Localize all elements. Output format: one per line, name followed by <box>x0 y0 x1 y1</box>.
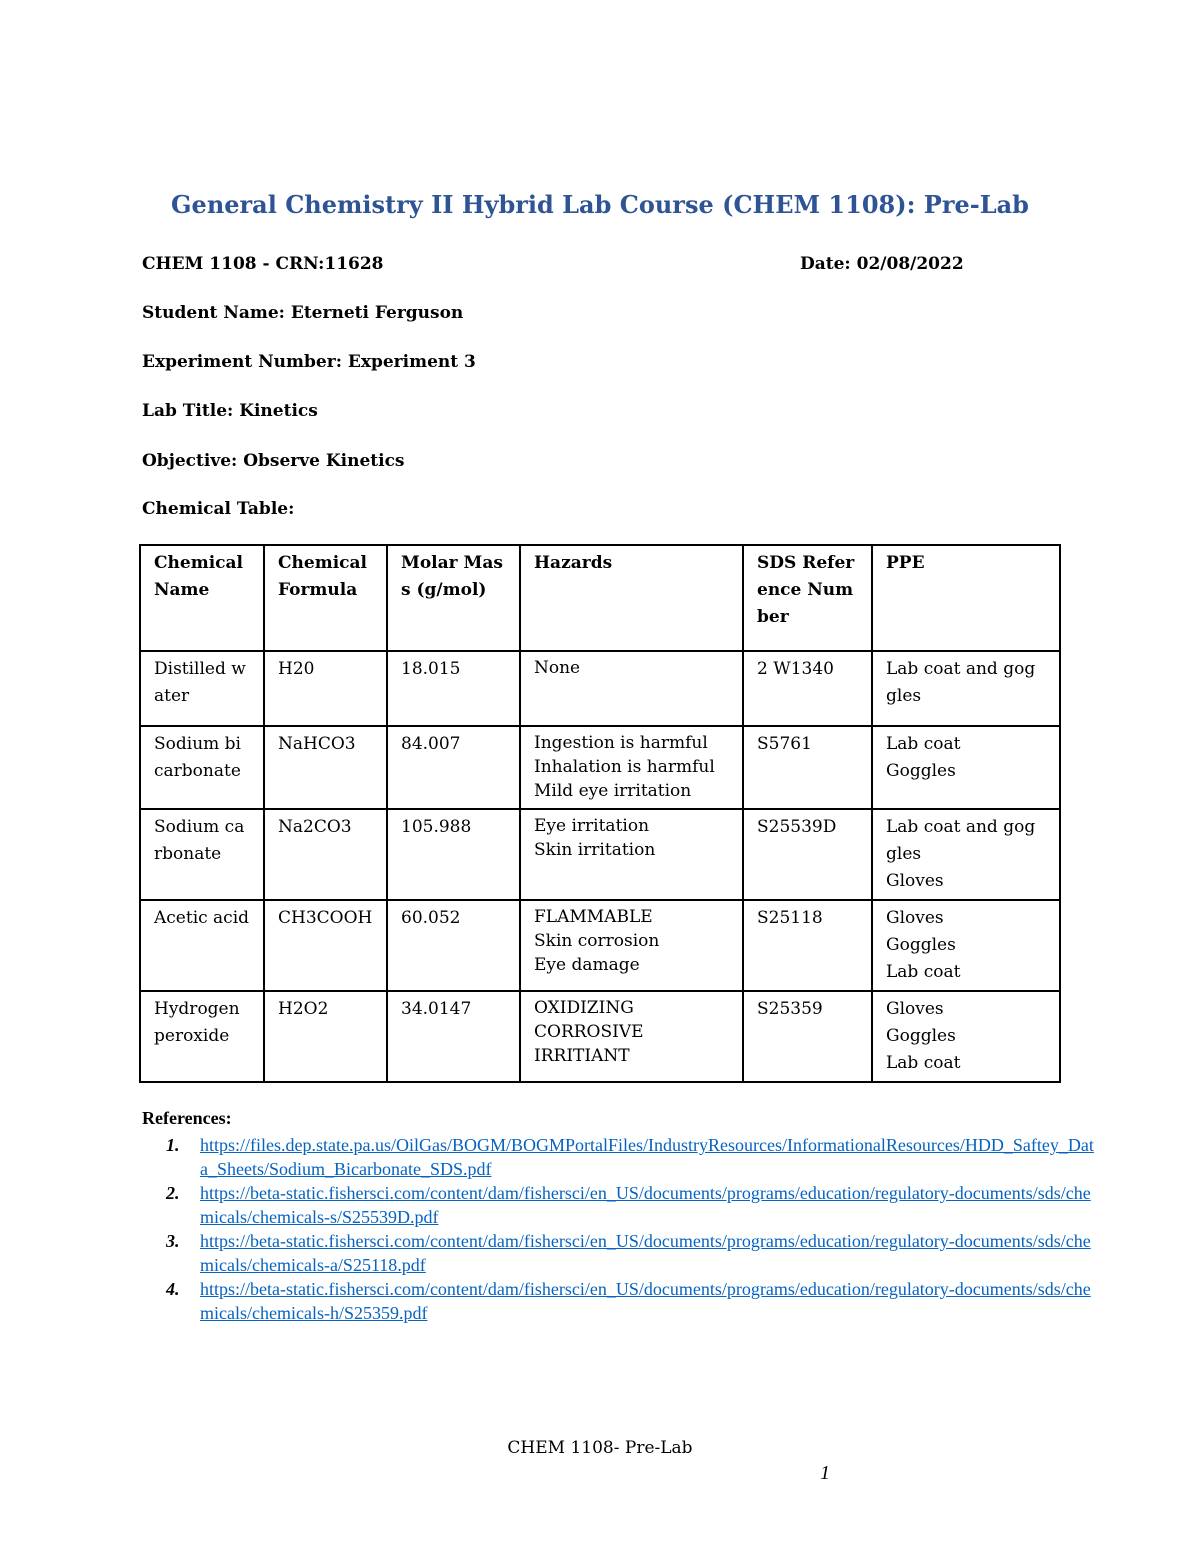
ppe-line: Lab coat and goggles <box>886 659 1036 706</box>
cell-sds: S25118 <box>743 900 872 991</box>
cell-chemical-name: Hydrogen peroxide <box>140 991 264 1082</box>
hazard-line: Eye irritation <box>534 816 650 836</box>
experiment-number: Experiment Number: Experiment 3 <box>142 352 476 372</box>
hazard-line: None <box>534 658 581 678</box>
header-sds-reference: SDS Reference Number <box>743 545 872 651</box>
table-header-row <box>140 545 1060 651</box>
reference-link[interactable]: https://files.dep.state.pa.us/OilGas/BOGM/BOGMPortalFiles/IndustryResources/InformationalResources/HDD_Saftey_Data_Sheets/Sodium_Bicarbonate_SDS.pdf <box>200 1135 1094 1179</box>
hazard-line: CORROSIVE <box>534 1022 644 1042</box>
hazard-line: IRRITIANT <box>534 1046 630 1066</box>
cell-formula: H20 <box>264 651 387 726</box>
cell-chemical-name: Sodium carbonate <box>140 809 264 900</box>
cell-ppe <box>872 991 1060 1082</box>
hazard-line: Eye damage <box>534 955 640 975</box>
header-hazards: Hazards <box>520 545 743 651</box>
reference-link[interactable]: https://beta-static.fishersci.com/content/dam/fishersci/en_US/documents/programs/education/regulatory-documents/sds/chemicals/chemicals-s/S25539D.pdf <box>200 1183 1091 1227</box>
document-title: General Chemistry II Hybrid Lab Course (CHEM 1108): Pre-Lab <box>171 190 1029 219</box>
cell-chemical-name: Acetic acid <box>140 900 264 991</box>
table-row <box>140 991 1060 1082</box>
cell-ppe <box>872 651 1060 726</box>
hazard-line: Mild eye irritation <box>534 781 692 801</box>
table-row <box>140 726 1060 809</box>
course-line: CHEM 1108 - CRN:11628 <box>142 254 384 274</box>
header-chemical-name: Chemical Name <box>140 545 264 651</box>
date: Date: 02/08/2022 <box>800 254 964 274</box>
cell-sds: S25359 <box>743 991 872 1082</box>
cell-hazards <box>520 809 743 900</box>
cell-sds: S5761 <box>743 726 872 809</box>
cell-molar-mass: 18.015 <box>387 651 520 726</box>
ppe-line: Goggles <box>886 935 956 955</box>
reference-item <box>160 1229 1100 1277</box>
header-ppe: PPE <box>872 545 1060 651</box>
table-row <box>140 809 1060 900</box>
cell-molar-mass: 84.007 <box>387 726 520 809</box>
reference-number: 3. <box>166 1231 180 1251</box>
cell-sds: S25539D <box>743 809 872 900</box>
references-heading: References: <box>142 1108 232 1128</box>
cell-formula: CH3COOH <box>264 900 387 991</box>
references-list <box>160 1133 1100 1325</box>
cell-formula: H2O2 <box>264 991 387 1082</box>
cell-ppe <box>872 726 1060 809</box>
page-number: 1 <box>820 1462 830 1484</box>
cell-hazards <box>520 991 743 1082</box>
cell-molar-mass: 60.052 <box>387 900 520 991</box>
ppe-line: Gloves <box>886 999 944 1019</box>
ppe-line: Lab coat <box>886 1053 961 1073</box>
ppe-line: Lab coat <box>886 962 961 982</box>
cell-molar-mass: 34.0147 <box>387 991 520 1082</box>
cell-ppe <box>872 809 1060 900</box>
chemical-table <box>139 544 1061 1083</box>
cell-molar-mass: 105.988 <box>387 809 520 900</box>
reference-item <box>160 1277 1100 1325</box>
ppe-line: Goggles <box>886 761 956 781</box>
cell-hazards <box>520 900 743 991</box>
reference-link[interactable]: https://beta-static.fishersci.com/content/dam/fishersci/en_US/documents/programs/education/regulatory-documents/sds/chemicals/chemicals-h/S25359.pdf <box>200 1279 1091 1323</box>
student-name: Student Name: Eterneti Ferguson <box>142 303 464 323</box>
header-molar-mass: Molar Mass (g/mol) <box>387 545 520 651</box>
reference-number: 2. <box>166 1183 180 1203</box>
cell-chemical-name: Distilled water <box>140 651 264 726</box>
chemical-table-label: Chemical Table: <box>142 499 295 519</box>
cell-sds: 2 W1340 <box>743 651 872 726</box>
ppe-line: Goggles <box>886 1026 956 1046</box>
reference-item <box>160 1133 1100 1181</box>
hazard-line: Ingestion is harmful <box>534 733 708 753</box>
ppe-line: Lab coat <box>886 734 961 754</box>
hazard-line: Skin irritation <box>534 840 656 860</box>
cell-ppe <box>872 900 1060 991</box>
reference-number: 1. <box>166 1135 180 1155</box>
cell-hazards <box>520 651 743 726</box>
reference-link[interactable]: https://beta-static.fishersci.com/content/dam/fishersci/en_US/documents/programs/education/regulatory-documents/sds/chemicals/chemicals-a/S25118.pdf <box>200 1231 1091 1275</box>
ppe-line: Lab coat and goggles <box>886 817 1036 864</box>
page-footer: CHEM 1108- Pre-Lab <box>507 1438 693 1458</box>
cell-formula: Na2CO3 <box>264 809 387 900</box>
ppe-line: Gloves <box>886 908 944 928</box>
lab-title: Lab Title: Kinetics <box>142 401 318 421</box>
header-chemical-formula: Chemical Formula <box>264 545 387 651</box>
hazard-line: OXIDIZING <box>534 998 634 1018</box>
hazard-line: Inhalation is harmful <box>534 757 715 777</box>
cell-chemical-name: Sodium bicarbonate <box>140 726 264 809</box>
ppe-line: Gloves <box>886 871 944 891</box>
hazard-line: Skin corrosion <box>534 931 660 951</box>
reference-item <box>160 1181 1100 1229</box>
table-row <box>140 651 1060 726</box>
hazard-line: FLAMMABLE <box>534 907 653 927</box>
cell-hazards <box>520 726 743 809</box>
objective: Objective: Observe Kinetics <box>142 451 405 471</box>
table-row <box>140 900 1060 991</box>
reference-number: 4. <box>166 1279 180 1299</box>
cell-formula: NaHCO3 <box>264 726 387 809</box>
